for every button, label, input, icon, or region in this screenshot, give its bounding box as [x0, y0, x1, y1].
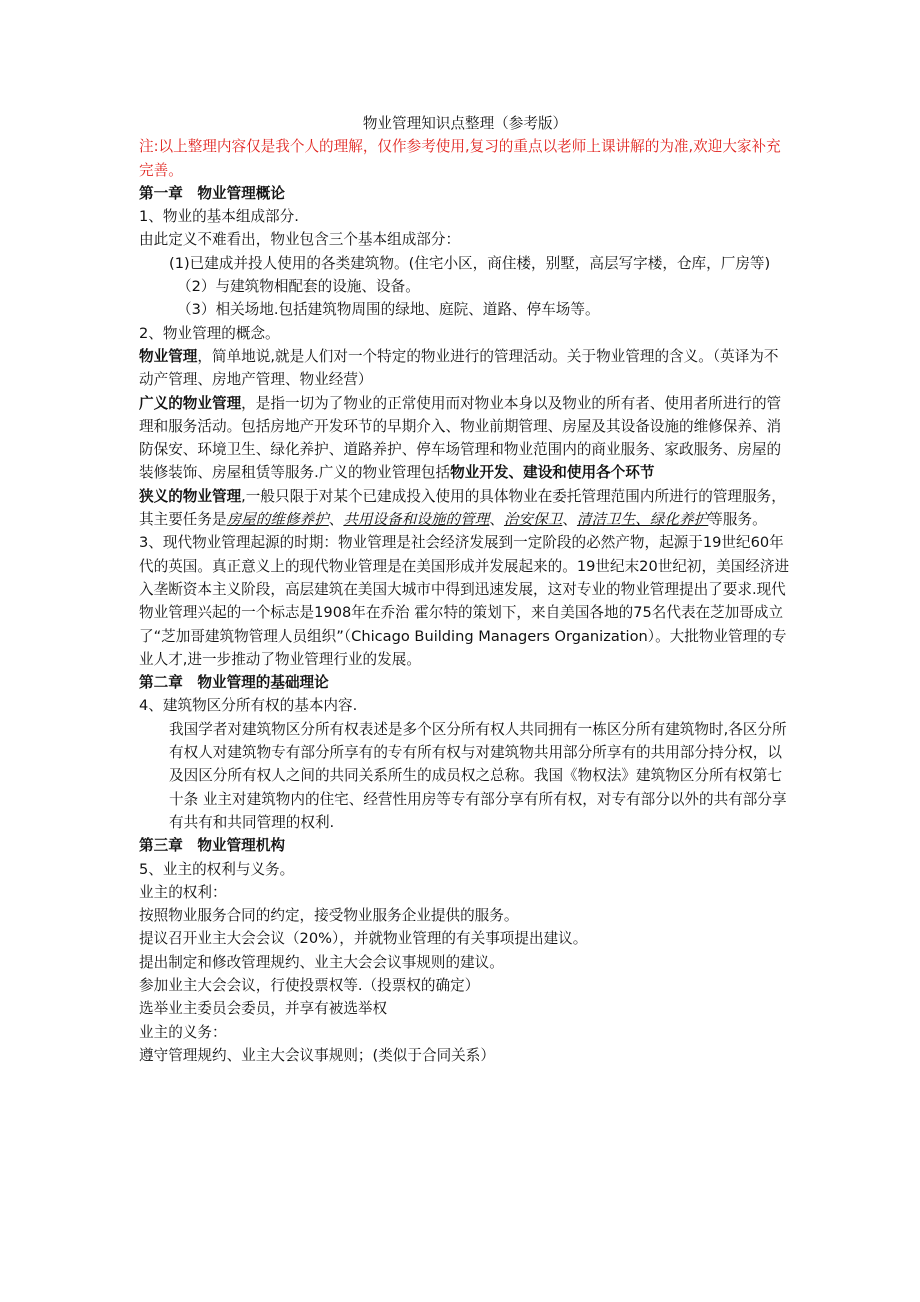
- definition-paragraph: [139, 345, 791, 392]
- narrow-separator-2: 、: [489, 511, 504, 529]
- definition-term: 物业管理: [139, 347, 198, 365]
- question-2: 2、物业管理的概念。: [139, 324, 280, 342]
- chapter-2-heading: 第二章 物业管理的基础理论: [139, 674, 329, 692]
- question-1-item-2: （2）与建筑物相配套的设施、设备。: [177, 278, 420, 296]
- right-item: 按照物业服务合同的约定，接受物业服务企业提供的服务。: [139, 907, 519, 925]
- broad-definition-paragraph: [139, 392, 791, 485]
- chapter-3-heading: 第三章 物业管理机构: [139, 837, 285, 855]
- duty-item: 遵守管理规约、业主大会议事规则；(类似于合同关系）: [139, 1046, 495, 1064]
- right-item: 提议召开业主大会会议（20%），并就物业管理的有关事项提出建议。: [139, 930, 588, 948]
- broad-definition-term: 广义的物业管理: [139, 394, 242, 412]
- duties-label: 业主的义务：: [139, 1023, 227, 1041]
- definition-text: ，简单地说,就是人们对一个特定的物业进行的管理活动。关于物业管理的含义。（英译为不动产管理、房地产管理、物业经营）: [139, 347, 779, 389]
- right-item: 选举业主委员会委员，并享有被选举权: [139, 1000, 388, 1018]
- question-1-item-3: （3）相关场地.包括建筑物周围的绿地、庭院、道路、停车场等。: [177, 301, 600, 319]
- narrow-task-1: 房屋的维修养护: [226, 511, 329, 529]
- rights-label: 业主的权利：: [139, 883, 227, 901]
- document-body: [139, 112, 791, 1067]
- question-1: 1、物业的基本组成部分.: [139, 208, 299, 226]
- question-4-paragraph: 我国学者对建筑物区分所有权表述是多个区分所有权人共同拥有一栋区分所有建筑物时,各区分所有权人对建筑物专有部分所享有的专有所有权与对建筑物共用部分所享有的共用部分持分权，以及因区分所有权人之间的共同关系所生的成员权之总称。我国《物权法》建筑物区分所有权第七十条 业主对建筑物内的住宅、经营性用房等专有部分享有所有权，对专有部分以外的共有部分享有共有和共同管理的权利.: [169, 720, 787, 831]
- question-4: 4、建筑物区分所有权的基本内容.: [139, 697, 358, 715]
- question-5: 5、业主的权利与义务。: [139, 860, 295, 878]
- broad-definition-emphasis: 物业开发、建设和使用各个环节: [450, 464, 655, 482]
- narrow-task-4: 清洁卫生、绿化养护: [576, 511, 709, 529]
- broad-definition-text: ，是指一切为了物业的正常使用而对物业本身以及物业的所有者、使用者所进行的管理和服务活动。包括房地产开发环节的早期介入、物业前期管理、房屋及其设备设施的维修保养、消防保安、环境卫生、绿化养护、道路养护、停车场管理和物业范围内的商业服务、家政服务、房屋的装修装饰、房屋租赁等服务.广义的物业管理包括: [139, 394, 782, 482]
- disclaimer-note: 注:以上整理内容仅是我个人的理解，仅作参考使用,复习的重点以老师上课讲解的为准,欢迎大家补充完善。: [139, 138, 781, 179]
- narrow-separator-3: 、: [562, 511, 577, 529]
- chapter-1-heading: 第一章 物业管理概论: [139, 184, 285, 202]
- narrow-task-3: 治安保卫: [503, 511, 563, 529]
- question-1-item-1: (1)已建成并投人使用的各类建筑物。(住宅小区，商住楼，别墅，高层写字楼，仓库，厂房等): [169, 254, 771, 272]
- narrow-definition-term: 狭义的物业管理: [139, 487, 242, 505]
- narrow-task-2: 共用设备和设施的管理: [343, 511, 490, 529]
- right-item: 参加业主大会会议，行使投票权等.（投票权的确定）: [139, 976, 480, 994]
- narrow-definition-text: ,一般只限于对某个已建成投入使用的具体物业在委托管理范围内所进行的管理服务，其主要任务是: [139, 487, 786, 529]
- right-item: 提出制定和修改管理规约、业主大会会议事规则的建议。: [139, 953, 504, 971]
- question-1-intro: 由此定义不难看出，物业包含三个基本组成部分：: [139, 231, 461, 249]
- narrow-definition-paragraph: [139, 485, 791, 532]
- document-title: 物业管理知识点整理（参考版）: [362, 115, 568, 132]
- narrow-definition-end: 等服务。: [708, 511, 767, 529]
- narrow-separator-1: 、: [328, 511, 344, 529]
- question-3-paragraph: 3、现代物业管理起源的时期：物业管理是社会经济发展到一定阶段的必然产物，起源于19世纪60年代的英国。真正意义上的现代物业管理是在美国形成并发展起来的。19世纪末20世纪初，美国经济进入垄断资本主义阶段，高层建筑在美国大城市中得到迅速发展，这对专业的物业管理提出了要求.现代物业管理兴起的一个标志是1908年在乔治 霍尔特的策划下，来自美国各地的75名代表在芝加哥成立了“芝加哥建筑物管理人员组织”（Chicago Building Managers Organization）。大批物业管理的专业人才,进一步推动了物业管理行业的发展。: [139, 534, 790, 668]
